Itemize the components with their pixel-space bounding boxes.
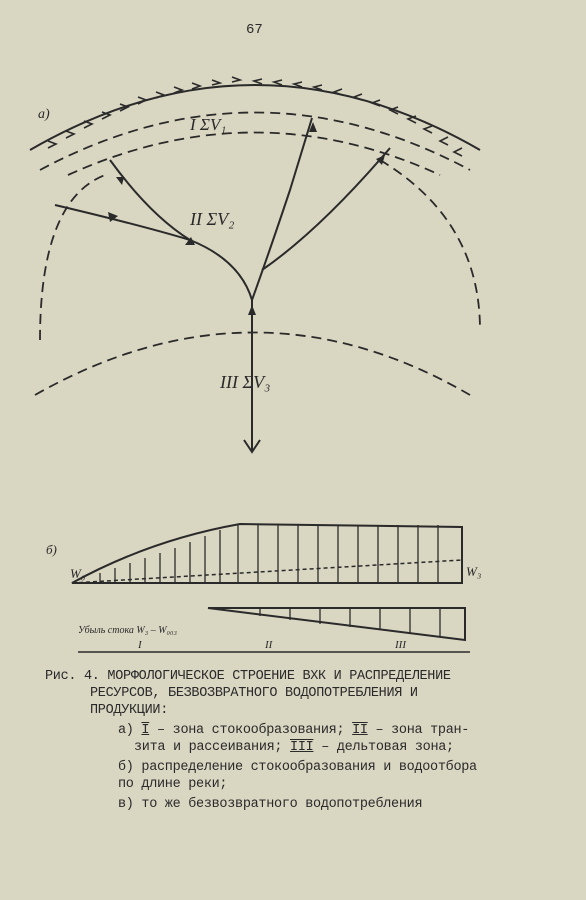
river-network bbox=[55, 118, 390, 452]
page-number: 67 bbox=[246, 22, 263, 38]
zone-1-roman: I bbox=[141, 723, 150, 738]
caption-line-2: РЕСУРСОВ, БЕЗВОЗВРАТНОГО ВОДОПОТРЕБЛЕНИЯ И bbox=[90, 686, 418, 701]
item-a-prefix: а) bbox=[118, 723, 134, 738]
item-a-line2-pre: зита и рассеивания; bbox=[134, 740, 291, 755]
zone2-label: II ΣV₂ bbox=[190, 209, 235, 229]
zone1-boundary-arc bbox=[40, 113, 470, 171]
figure-caption bbox=[45, 668, 545, 813]
caption-line-1: Рис. 4. МОРФОЛОГИЧЕСКОЕ СТРОЕНИЕ ВХК И РАСПРЕДЕЛЕНИЕ bbox=[45, 669, 451, 684]
item-a-text-1: – зона стокообразования; bbox=[149, 723, 353, 738]
item-a-line2-post: – дельтовая зона; bbox=[313, 740, 454, 755]
zone2-left-arc bbox=[40, 175, 105, 340]
zone-2-roman: II bbox=[352, 723, 368, 738]
caption-item-b: б) распределение стокообразования и водоотбора bbox=[118, 760, 477, 775]
zone2-right-arc bbox=[380, 160, 480, 330]
caption-item-a-line-2 bbox=[45, 739, 545, 756]
panel-c-zone-1: I bbox=[138, 639, 142, 651]
w-start-label: W₀ bbox=[70, 566, 86, 581]
panel-c-zone-2: II bbox=[265, 639, 273, 651]
zone1-label: I ΣV₁ bbox=[190, 115, 227, 134]
item-a-text-2: – зона тран- bbox=[367, 723, 470, 738]
w-end-label: W₃ bbox=[466, 564, 482, 579]
caption-item-c: в) то же безвозвратного водопотребления bbox=[118, 797, 423, 812]
chevron-markers bbox=[48, 77, 462, 156]
panel-c-zone-3: III bbox=[395, 639, 406, 651]
caption-item-a bbox=[45, 722, 545, 739]
panel-b-diagram bbox=[72, 524, 462, 583]
panel-c-axis-title: Убыль стока W₃ – W₀₀₃ bbox=[78, 625, 177, 636]
panel-b-label: б) bbox=[46, 542, 57, 557]
caption-line-3: ПРОДУКЦИИ: bbox=[90, 703, 169, 718]
panel-a-label: а) bbox=[38, 107, 50, 122]
zone3-label: III ΣV₃ bbox=[220, 372, 271, 392]
caption-item-b-line-2: по длине реки; bbox=[118, 777, 228, 792]
zone-3-roman: III bbox=[290, 740, 314, 755]
